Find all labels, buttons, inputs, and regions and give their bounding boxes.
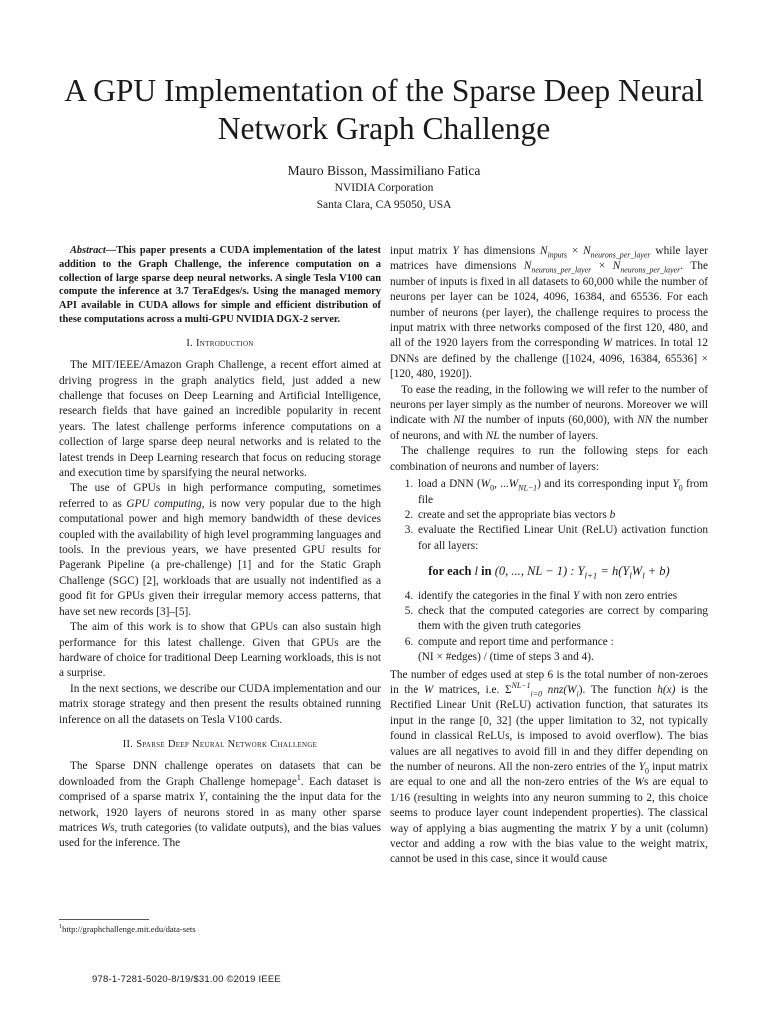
math-symbol: W xyxy=(100,821,111,834)
math-expression: nnz(W xyxy=(542,683,577,696)
paper-title: A GPU Implementation of the Sparse Deep Neural Network Graph Challenge xyxy=(64,73,704,146)
text-run: The Sparse DNN challenge operates on datasets that can be downloaded from the Graph Challenge homepage xyxy=(59,760,381,788)
math-symbol: Y xyxy=(610,822,617,835)
math-superscript: NL−1 xyxy=(511,681,531,691)
text-run: s are equal to 1/16 (resulting in weights into any neuron summing to 2, this choice seems to produce layer count independent properties). The classical way of applying a bias augmenting the matrix xyxy=(390,776,708,835)
math-symbol: W xyxy=(508,478,519,491)
text-run: with non zero entries xyxy=(579,589,678,602)
list-item xyxy=(416,523,708,554)
steps-list-continued xyxy=(390,589,708,666)
math-expression: (0, ..., NL − 1) : Y xyxy=(491,564,585,579)
text-run: evaluate the Rectified Linear Unit (ReLU) activation function for all layers: xyxy=(418,524,708,552)
abstract-text: —This paper presents a CUDA implementation of the latest addition to the Graph Challenge, the inference computation on a collection of large sparse deep neural networks. A single Tesla V100 can compute the inference at 3.7 TeraEdges/s. Using the managed memory API available in CUDA allows for simple and efficient distribution of these computations across a multi-GPU NVIDIA DGX-2 server. xyxy=(59,245,381,325)
challenge-paragraph-1-continued xyxy=(390,244,708,383)
text-run: ). The function xyxy=(578,683,658,696)
math-symbol: NL xyxy=(485,429,500,442)
text-run: , containing the the input data for the network, 1920 layers of neurons stored in as many other sparse matrices xyxy=(59,791,381,834)
list-item xyxy=(416,635,708,666)
math-subscript: i=0 xyxy=(530,689,543,699)
text-run: the number of layers. xyxy=(499,429,599,442)
text-run: , ... xyxy=(494,478,509,491)
text-run: while layer matrices have dimensions xyxy=(390,245,708,273)
intro-paragraph-3: The aim of this work is to show that GPUs can also sustain high performance for this latest challenge. Given that GPUs are the hardware of choice for traditional Deep Learning workloads, this is not a surprise. xyxy=(59,621,381,680)
text-run: ) and its corresponding input xyxy=(537,478,673,491)
text-run: check that the computed categories are correct by comparing them with the given truth categories xyxy=(418,604,708,633)
math-subscript: 0 xyxy=(490,483,495,493)
math-symbol: NN xyxy=(637,414,653,427)
equation-keyword: in xyxy=(481,564,492,579)
math-operator: Σ xyxy=(505,683,512,696)
abstract-label: Abstract xyxy=(70,245,106,256)
author-list: Mauro Bisson, Massimiliano Fatica xyxy=(287,163,481,178)
math-expression: + b) xyxy=(644,564,670,579)
steps-list xyxy=(390,477,708,554)
math-subscript: l xyxy=(629,570,632,581)
math-symbol: N xyxy=(612,260,621,273)
math-subscript: inputs xyxy=(547,250,567,260)
text-run: . The number of inputs is fixed in all datasets to 60,000 while the number of neurons per layer can be 1024, 4096, 16384, and 65536. For each number of neurons (per layer), the challenge requires to process the input matrix with three networks composed of the first 120, 480, and all of the 1920 layers from the corresponding xyxy=(390,260,708,350)
section-heading-challenge xyxy=(59,737,381,752)
math-subscript: neurons_per_layer xyxy=(531,265,592,275)
math-subscript: l xyxy=(642,570,645,581)
math-symbol: l xyxy=(471,564,482,579)
text-run: by a unit (column) vector and adding a row with the bias value to the weight matrix, cannot be used in this case, since it would cause xyxy=(390,822,708,866)
math-subscript: NL−1 xyxy=(518,483,538,493)
math-expression: h(x) xyxy=(657,683,676,696)
footnote xyxy=(59,924,196,935)
address: Santa Clara, CA 95050, USA xyxy=(316,199,452,211)
section-heading-introduction xyxy=(59,336,381,351)
abstract xyxy=(59,244,381,327)
section-number: II. xyxy=(122,738,134,750)
text-run: has dimensions xyxy=(458,245,541,257)
text-run: matrices. In total 12 DNNs are defined by the challenge ([1024, 4096, 16384, 65536] × [120, 480, 1920]). xyxy=(390,337,708,381)
affiliation: NVIDIA Corporation xyxy=(334,182,434,194)
copyright-notice: 978-1-7281-5020-8/19/$31.00 ©2019 IEEE xyxy=(92,974,281,985)
notation-paragraph xyxy=(390,383,708,445)
math-symbol: NI xyxy=(453,414,465,427)
relu-equation xyxy=(390,564,708,579)
math-symbol: W xyxy=(631,564,643,579)
equation-keyword: for each xyxy=(428,564,472,579)
math-symbol: Y xyxy=(572,589,580,602)
math-subscript: 0 xyxy=(645,766,649,776)
math-operator: × xyxy=(566,245,584,257)
footnote-marker: 1 xyxy=(296,772,301,782)
text-run: s, truth categories (to validate outputs), and the bias values used for the inference. The xyxy=(59,821,381,850)
text-run: the number of inputs (60,000), with xyxy=(464,414,638,427)
text-run: is the Rectified Linear Unit (ReLU) activation function, that saturates its input in the range [0, 32] (the upper limitation to 32, not typically found in classical ReLUs, is imposed to avoid overflow). The bias values are all negatives to avoid fill in and they differ depending on the number of neurons. All the non-zero entries of the xyxy=(390,683,708,773)
text-run: matrices, i.e. xyxy=(433,683,505,696)
text-run: (NI × #edges) / (time of steps 3 and 4). xyxy=(418,651,594,664)
intro-paragraph-2 xyxy=(59,481,381,620)
math-subscript: i xyxy=(576,689,579,699)
math-symbol: Y xyxy=(638,761,646,773)
section-title: Introduction xyxy=(196,337,254,349)
math-subscript: 0 xyxy=(678,483,683,493)
section-number: I. xyxy=(186,337,194,349)
section-title: Sparse Deep Neural Network Challenge xyxy=(136,738,318,750)
edges-paragraph xyxy=(390,668,708,868)
list-item xyxy=(416,508,708,523)
intro-paragraph-1: The MIT/IEEE/Amazon Graph Challenge, a recent effort aimed at driving progress in the graph analytics field, just added a new challenge that focuses on Deep Learning and Artificial Intelligence, research fields that have gained an incredible popularity in recent years. The latest challenge performs inference computations on a collection of large sparse deep neural networks and is related to the latest trends in Deep Learning research that focus on reducing storage and execution time by sparsifying the neural networks. xyxy=(59,359,381,480)
footnote-url: http://graphchallenge.mit.edu/data-sets xyxy=(62,924,196,934)
math-operator: × xyxy=(591,260,613,273)
math-subscript: neurons_per_layer xyxy=(620,265,681,275)
math-symbol: W xyxy=(634,776,644,789)
text-run: compute and report time and performance : xyxy=(418,635,614,648)
math-symbol: W xyxy=(480,478,491,491)
emphasis: GPU computing xyxy=(126,497,202,510)
text-run: the number of neurons, and with xyxy=(390,414,708,442)
text-run: input matrix are equal to one and all the non-zero entries of the xyxy=(390,761,708,789)
math-subscript: neurons_per_layer xyxy=(590,250,651,260)
math-symbol: Y xyxy=(672,478,679,491)
math-symbol: b xyxy=(609,508,616,521)
math-symbol: Y xyxy=(452,245,459,257)
list-item xyxy=(416,477,708,508)
text-run: . Each dataset is comprised of a sparse matrix xyxy=(59,775,381,804)
math-symbol: N xyxy=(540,245,548,257)
math-expression: = h(Y xyxy=(597,564,630,579)
text-run: The number of edges used at step 6 is the total number of non-zeroes in the xyxy=(390,668,708,696)
footnote-divider xyxy=(59,919,149,920)
text-run: , is now very popular due to the high computational power and high memory bandwidth of these devices coupled with the availability of high level programming languages and tools. In the previous years, we have presented GPU results for Pagerank Pipeline (a pre-challenge) [1] and for the Static Graph Challenge (SGC) [2], workloads that are usually not indentified as a good fit for GPUs given their irregular memory access patterns, that have set new records [3]–[5]. xyxy=(59,497,381,618)
intro-paragraph-4: In the next sections, we describe our CUDA implementation and our matrix storage strategy and then present the results obtained running inference on all the datasets on Tesla V100 cards. xyxy=(59,682,381,726)
footnote-marker: 1 xyxy=(59,924,63,931)
steps-intro-paragraph: The challenge requires to run the following steps for each combination of neurons and number of layers: xyxy=(390,445,708,473)
list-item xyxy=(416,589,708,604)
math-symbol: W xyxy=(423,683,434,696)
text-run: The use of GPUs in high performance computing, sometimes referred to as xyxy=(59,482,381,510)
text-run: from file xyxy=(418,478,708,506)
text-run: input matrix xyxy=(390,245,453,257)
list-item xyxy=(416,604,708,635)
text-run: To ease the reading, in the following we will refer to the number of neurons per layer simply as the number of neurons. Moreover we will indicate with xyxy=(390,383,708,427)
math-symbol: Y xyxy=(198,791,206,804)
right-column xyxy=(390,244,708,868)
math-symbol: W xyxy=(602,337,613,350)
text-run: create and set the appropriate bias vectors xyxy=(418,508,610,521)
math-symbol: N xyxy=(523,260,532,273)
left-column xyxy=(59,244,381,852)
text-run: identify the categories in the final xyxy=(418,589,573,602)
challenge-paragraph-1 xyxy=(59,759,381,851)
math-symbol: N xyxy=(583,245,591,257)
math-subscript: l+1 xyxy=(584,570,598,581)
text-run: load a DNN ( xyxy=(418,478,481,491)
